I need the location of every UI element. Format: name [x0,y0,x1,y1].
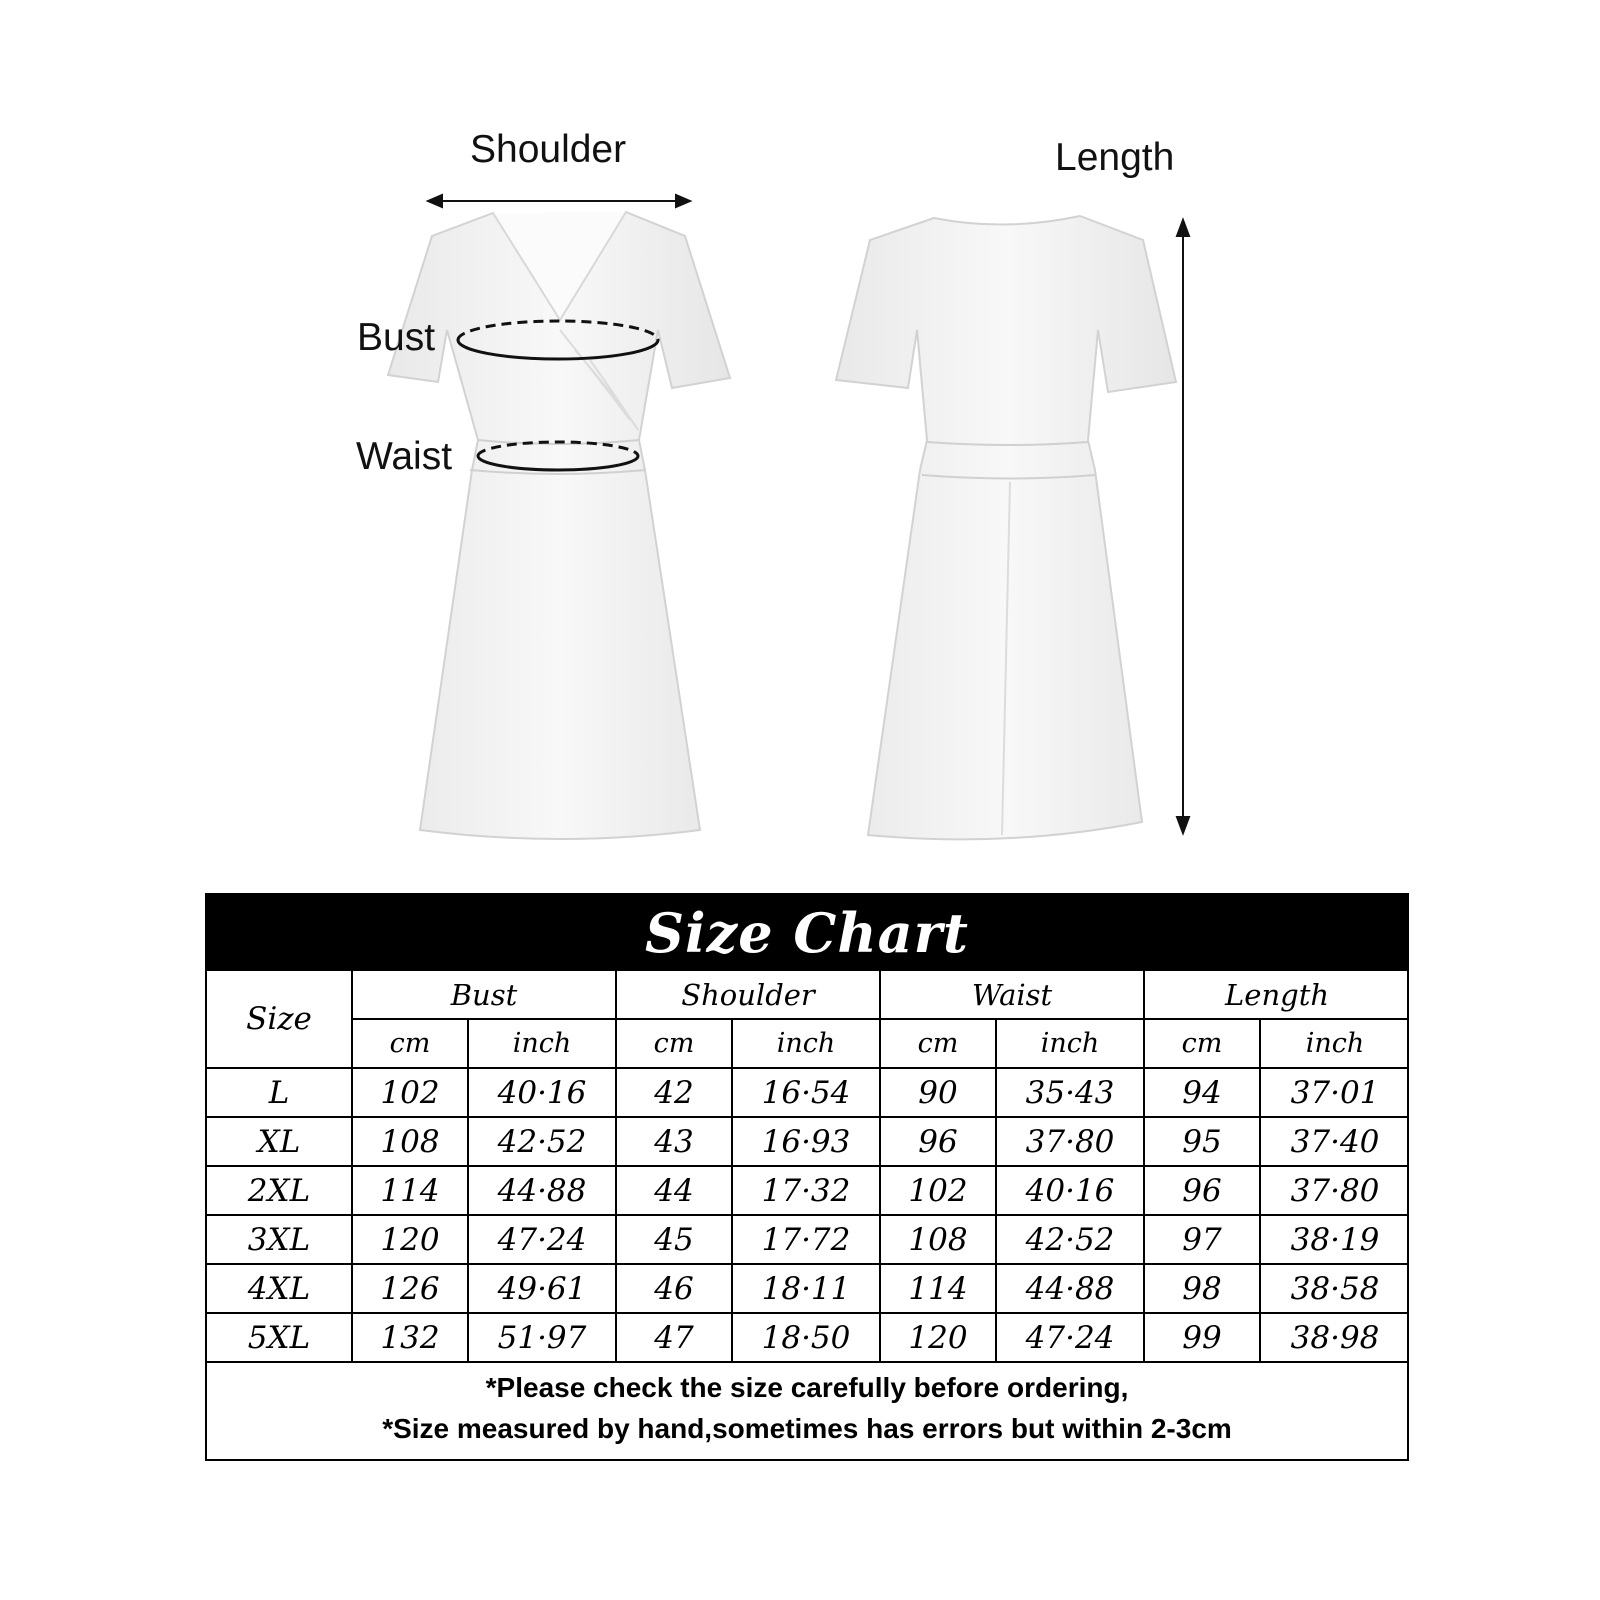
length-label: Length [1055,136,1175,179]
value-cell: 38·19 [1260,1215,1409,1264]
unit-header: cm [616,1019,732,1068]
unit-header: inch [1260,1019,1409,1068]
value-cell: 37·01 [1260,1068,1409,1117]
length-arrow [1177,220,1189,833]
size-cell: L [207,1068,352,1117]
value-cell: 46 [616,1264,732,1313]
value-cell: 45 [616,1215,732,1264]
unit-header: inch [996,1019,1144,1068]
value-cell: 108 [352,1117,468,1166]
size-cell: 2XL [207,1166,352,1215]
shoulder-arrow [428,195,690,207]
value-cell: 44·88 [996,1264,1144,1313]
value-cell: 98 [1144,1264,1260,1313]
value-cell: 37·80 [996,1117,1144,1166]
back-dress [836,216,1176,839]
value-cell: 90 [880,1068,996,1117]
size-header: Size [207,971,352,1068]
unit-header: inch [468,1019,616,1068]
value-cell: 114 [352,1166,468,1215]
value-cell: 37·80 [1260,1166,1409,1215]
table-row [207,1313,1409,1362]
value-cell: 49·61 [468,1264,616,1313]
size-cell: XL [207,1117,352,1166]
table-row [207,1215,1409,1264]
value-cell: 16·93 [732,1117,880,1166]
value-cell: 37·40 [1260,1117,1409,1166]
unit-header: inch [732,1019,880,1068]
group-header-shoulder: Shoulder [616,971,880,1019]
unit-header: cm [352,1019,468,1068]
value-cell: 40·16 [468,1068,616,1117]
value-cell: 40·16 [996,1166,1144,1215]
group-header-bust: Bust [352,971,616,1019]
table-row [207,1264,1409,1313]
value-cell: 96 [1144,1166,1260,1215]
size-cell: 5XL [207,1313,352,1362]
value-cell: 18·50 [732,1313,880,1362]
value-cell: 16·54 [732,1068,880,1117]
value-cell: 114 [880,1264,996,1313]
size-chart-title: Size Chart [207,895,1407,971]
size-chart-notes [207,1363,1407,1459]
group-header-row [207,971,1409,1019]
waist-label: Waist [356,435,453,478]
value-cell: 38·58 [1260,1264,1409,1313]
value-cell: 99 [1144,1313,1260,1362]
unit-header: cm [880,1019,996,1068]
size-cell: 4XL [207,1264,352,1313]
value-cell: 42·52 [996,1215,1144,1264]
bust-label: Bust [357,316,436,359]
value-cell: 126 [352,1264,468,1313]
value-cell: 44·88 [468,1166,616,1215]
value-cell: 47 [616,1313,732,1362]
value-cell: 108 [880,1215,996,1264]
value-cell: 120 [880,1313,996,1362]
value-cell: 102 [880,1166,996,1215]
value-cell: 47·24 [468,1215,616,1264]
value-cell: 102 [352,1068,468,1117]
table-row [207,1166,1409,1215]
value-cell: 120 [352,1215,468,1264]
value-cell: 17·32 [732,1166,880,1215]
front-dress [388,212,730,839]
value-cell: 43 [616,1117,732,1166]
value-cell: 97 [1144,1215,1260,1264]
value-cell: 95 [1144,1117,1260,1166]
value-cell: 17·72 [732,1215,880,1264]
note-line: *Please check the size carefully before ordering, [485,1372,1129,1403]
size-cell: 3XL [207,1215,352,1264]
note-line: *Size measured by hand,sometimes has errors but within 2-3cm [382,1413,1232,1444]
value-cell: 42 [616,1068,732,1117]
unit-header-row [207,1019,1409,1068]
value-cell: 47·24 [996,1313,1144,1362]
size-chart [205,893,1409,1461]
value-cell: 38·98 [1260,1313,1409,1362]
group-header-length: Length [1144,971,1409,1019]
value-cell: 96 [880,1117,996,1166]
value-cell: 44 [616,1166,732,1215]
value-cell: 51·97 [468,1313,616,1362]
unit-header: cm [1144,1019,1260,1068]
value-cell: 132 [352,1313,468,1362]
shoulder-label: Shoulder [470,128,627,171]
value-cell: 94 [1144,1068,1260,1117]
group-header-waist: Waist [880,971,1144,1019]
table-row [207,1117,1409,1166]
size-table-body [207,1068,1409,1362]
value-cell: 18·11 [732,1264,880,1313]
value-cell: 42·52 [468,1117,616,1166]
size-table [207,971,1409,1363]
table-row [207,1068,1409,1117]
value-cell: 35·43 [996,1068,1144,1117]
